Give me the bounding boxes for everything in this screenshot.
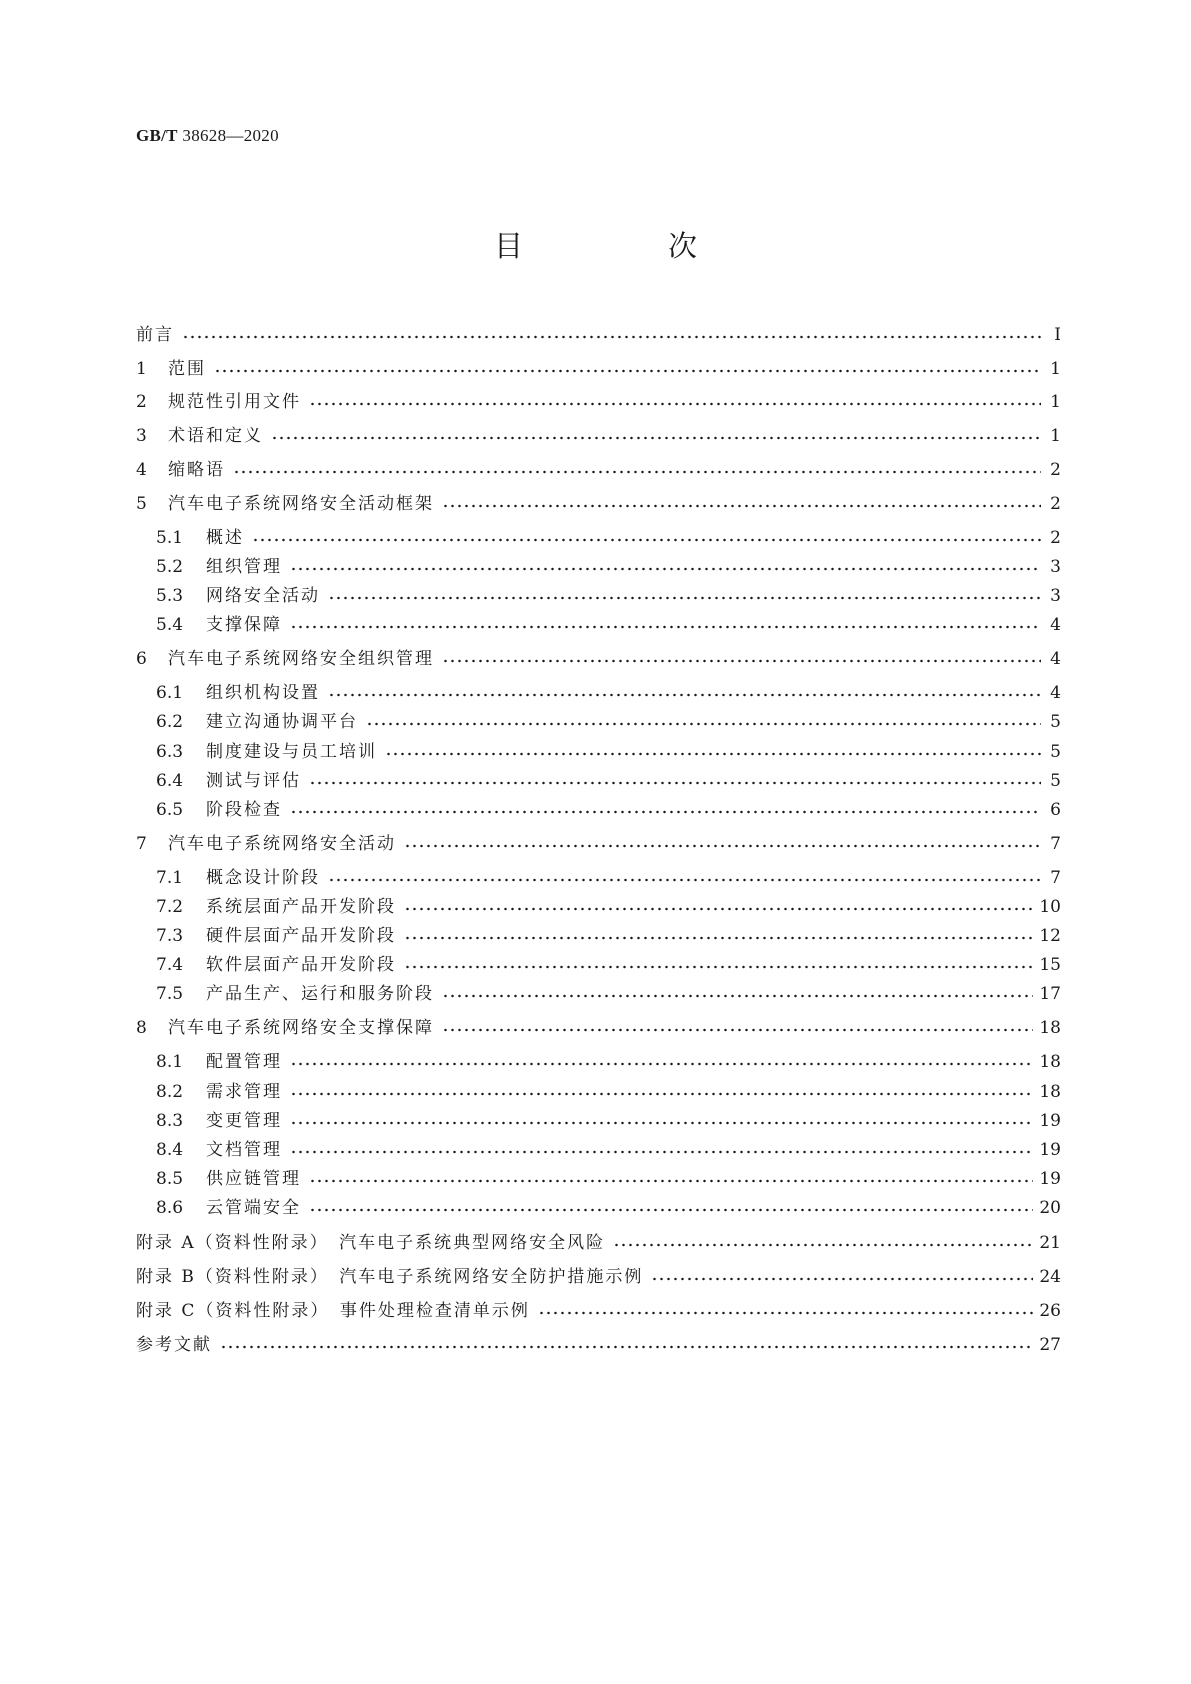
toc-dot-leader bbox=[290, 567, 1041, 571]
toc-dot-leader bbox=[442, 1028, 1033, 1032]
toc-entry-page: 19 bbox=[1039, 1140, 1061, 1160]
toc-entry[interactable] bbox=[136, 491, 1061, 517]
toc-dot-leader bbox=[290, 1062, 1033, 1066]
toc-dot-leader bbox=[404, 965, 1033, 969]
toc-dot-leader bbox=[309, 402, 1041, 406]
toc-entry[interactable] bbox=[156, 1166, 1061, 1192]
toc-entry-page: 4 bbox=[1050, 683, 1061, 703]
toc-entry-page: 20 bbox=[1039, 1198, 1061, 1218]
toc-entry-label: 附录 C（资料性附录） 事件处理检查清单示例 bbox=[136, 1301, 530, 1321]
toc-entry-label: 汽车电子系统网络安全组织管理 bbox=[168, 649, 434, 669]
toc-entry-number: 6.2 bbox=[156, 712, 184, 732]
toc-entry[interactable] bbox=[156, 583, 1061, 609]
toc-dot-leader bbox=[214, 369, 1041, 373]
toc-entry-label: 组织管理 bbox=[206, 557, 282, 577]
toc-entry[interactable] bbox=[156, 709, 1061, 735]
toc-entry-page: 7 bbox=[1050, 868, 1061, 888]
toc-dot-leader bbox=[252, 538, 1041, 542]
toc-entry-label: 术语和定义 bbox=[168, 426, 263, 446]
toc-entry-number: 7.1 bbox=[156, 868, 184, 888]
toc-dot-leader bbox=[328, 693, 1041, 697]
toc-entry-number: 8.4 bbox=[156, 1140, 184, 1160]
toc-entry-label: 范围 bbox=[168, 359, 206, 379]
toc-entry-number: 5.3 bbox=[156, 586, 184, 606]
toc-dot-leader bbox=[538, 1311, 1033, 1315]
toc-entry[interactable] bbox=[156, 1079, 1061, 1105]
toc-entry-number: 7.3 bbox=[156, 926, 184, 946]
toc-dot-leader bbox=[328, 596, 1041, 600]
toc-entry-label: 附录 A（资料性附录） 汽车电子系统典型网络安全风险 bbox=[136, 1233, 606, 1253]
toc-entry-number: 8.6 bbox=[156, 1198, 184, 1218]
toc-entry-number: 7.5 bbox=[156, 984, 184, 1004]
toc-entry-page: 3 bbox=[1050, 586, 1061, 606]
page-title: 目 次 bbox=[493, 229, 755, 263]
toc-dot-leader bbox=[290, 1092, 1033, 1096]
toc-entry[interactable] bbox=[136, 1015, 1061, 1041]
toc-entry-number: 7.2 bbox=[156, 897, 184, 917]
toc-entry[interactable] bbox=[136, 356, 1061, 382]
toc-entry[interactable] bbox=[136, 1332, 1061, 1358]
toc-entry-page: 27 bbox=[1039, 1335, 1061, 1355]
toc-entry[interactable] bbox=[156, 739, 1061, 765]
toc-dot-leader bbox=[309, 781, 1041, 785]
toc-entry-label: 建立沟通协调平台 bbox=[206, 712, 358, 732]
standard-code: GB/T bbox=[136, 126, 178, 145]
toc-entry-page: 18 bbox=[1039, 1052, 1061, 1072]
toc-entry-number: 7 bbox=[136, 834, 147, 854]
toc-entry-number: 6.1 bbox=[156, 683, 184, 703]
toc-entry-label: 支撑保障 bbox=[206, 615, 282, 635]
toc-entry-page: 4 bbox=[1050, 649, 1061, 669]
toc-dot-leader bbox=[290, 1150, 1033, 1154]
toc-entry-page: 21 bbox=[1039, 1233, 1061, 1253]
toc-entry-number: 6.4 bbox=[156, 771, 184, 791]
toc-dot-leader bbox=[613, 1243, 1033, 1247]
toc-entry-number: 8.3 bbox=[156, 1111, 184, 1131]
toc-entry-label: 附录 B（资料性附录） 汽车电子系统网络安全防护措施示例 bbox=[136, 1267, 644, 1287]
toc-entry-number: 6.5 bbox=[156, 800, 184, 820]
toc-entry-label: 系统层面产品开发阶段 bbox=[206, 897, 396, 917]
toc-entry-page: 17 bbox=[1039, 984, 1061, 1004]
toc-entry-label: 云管端安全 bbox=[206, 1198, 301, 1218]
toc-entry-page: Ⅰ bbox=[1054, 325, 1061, 345]
toc-dot-leader bbox=[290, 1121, 1033, 1125]
toc-entry-page: 24 bbox=[1039, 1267, 1061, 1287]
toc-entry[interactable] bbox=[136, 1298, 1061, 1324]
toc-entry[interactable] bbox=[156, 797, 1061, 823]
toc-entry-page: 19 bbox=[1039, 1111, 1061, 1131]
toc-dot-leader bbox=[366, 722, 1041, 726]
toc-entry-label: 汽车电子系统网络安全活动 bbox=[168, 834, 396, 854]
toc-dot-leader bbox=[328, 878, 1041, 882]
toc-dot-leader bbox=[220, 1345, 1033, 1349]
toc-entry-label: 需求管理 bbox=[206, 1082, 282, 1102]
toc-entry-label: 配置管理 bbox=[206, 1052, 282, 1072]
toc-dot-leader bbox=[290, 810, 1041, 814]
toc-entry[interactable] bbox=[156, 923, 1061, 949]
toc-entry[interactable] bbox=[156, 1137, 1061, 1163]
toc-entry[interactable] bbox=[156, 1108, 1061, 1134]
toc-entry-label: 汽车电子系统网络安全支撑保障 bbox=[168, 1018, 434, 1038]
toc-entry-label: 概述 bbox=[206, 528, 244, 548]
standard-header bbox=[136, 126, 279, 146]
toc-entry[interactable] bbox=[156, 554, 1061, 580]
toc-entry[interactable] bbox=[156, 981, 1061, 1007]
toc-entry-page: 1 bbox=[1050, 359, 1061, 379]
toc-entry-number: 8.1 bbox=[156, 1052, 184, 1072]
toc-dot-leader bbox=[290, 625, 1041, 629]
toc-entry-page: 10 bbox=[1039, 897, 1061, 917]
toc-entry[interactable] bbox=[136, 1230, 1061, 1256]
toc-entry[interactable] bbox=[136, 322, 1061, 348]
toc-dot-leader bbox=[442, 504, 1041, 508]
toc-entry-number: 3 bbox=[136, 426, 147, 446]
toc-entry[interactable] bbox=[156, 525, 1061, 551]
toc-entry-page: 2 bbox=[1050, 460, 1061, 480]
toc-entry-number: 5 bbox=[136, 494, 147, 514]
toc-entry-page: 5 bbox=[1050, 771, 1061, 791]
standard-number: 38628—2020 bbox=[182, 126, 279, 145]
toc-dot-leader bbox=[271, 436, 1041, 440]
toc-entry-number: 8.5 bbox=[156, 1169, 184, 1189]
toc-dot-leader bbox=[404, 907, 1033, 911]
toc-entry-number: 8.2 bbox=[156, 1082, 184, 1102]
toc-entry-page: 26 bbox=[1039, 1301, 1061, 1321]
toc-entry-label: 硬件层面产品开发阶段 bbox=[206, 926, 396, 946]
toc-entry-number: 5.4 bbox=[156, 615, 184, 635]
toc-entry-number: 4 bbox=[136, 460, 147, 480]
toc-entry-number: 8 bbox=[136, 1018, 147, 1038]
toc-entry-number: 5.1 bbox=[156, 528, 184, 548]
toc-dot-leader bbox=[182, 335, 1041, 339]
toc-entry-page: 6 bbox=[1050, 800, 1061, 820]
toc-entry-page: 2 bbox=[1050, 528, 1061, 548]
toc-entry-number: 1 bbox=[136, 359, 147, 379]
toc-entry[interactable] bbox=[156, 1049, 1061, 1075]
toc-entry-page: 4 bbox=[1050, 615, 1061, 635]
toc-entry-page: 1 bbox=[1050, 426, 1061, 446]
toc-entry-label: 参考文献 bbox=[136, 1335, 212, 1355]
toc-entry[interactable] bbox=[156, 680, 1061, 706]
toc-entry-page: 18 bbox=[1039, 1018, 1061, 1038]
toc-entry-label: 前言 bbox=[136, 325, 174, 345]
toc-entry-page: 12 bbox=[1039, 926, 1061, 946]
toc-entry-number: 7.4 bbox=[156, 955, 184, 975]
toc-entry[interactable] bbox=[156, 865, 1061, 891]
toc-dot-leader bbox=[651, 1277, 1033, 1281]
toc-dot-leader bbox=[385, 752, 1041, 756]
toc-entry-label: 制度建设与员工培训 bbox=[206, 742, 377, 762]
toc-entry-label: 概念设计阶段 bbox=[206, 868, 320, 888]
toc-entry[interactable] bbox=[136, 831, 1061, 857]
toc-entry[interactable] bbox=[136, 389, 1061, 415]
toc-entry-page: 18 bbox=[1039, 1082, 1061, 1102]
toc-entry-number: 6 bbox=[136, 649, 147, 669]
toc-entry[interactable] bbox=[156, 894, 1061, 920]
toc-entry-page: 5 bbox=[1050, 742, 1061, 762]
toc-entry-page: 15 bbox=[1039, 955, 1061, 975]
toc-dot-leader bbox=[404, 936, 1033, 940]
toc-entry-page: 5 bbox=[1050, 712, 1061, 732]
toc-entry[interactable] bbox=[136, 1264, 1061, 1290]
toc-dot-leader bbox=[442, 994, 1033, 998]
toc-dot-leader bbox=[309, 1179, 1033, 1183]
toc-dot-leader bbox=[233, 470, 1041, 474]
toc-entry-label: 文档管理 bbox=[206, 1140, 282, 1160]
toc-entry[interactable] bbox=[136, 423, 1061, 449]
toc-entry-label: 缩略语 bbox=[168, 460, 225, 480]
toc-entry[interactable] bbox=[136, 646, 1061, 672]
toc-entry-page: 3 bbox=[1050, 557, 1061, 577]
toc-entry-number: 6.3 bbox=[156, 742, 184, 762]
toc-entry-label: 规范性引用文件 bbox=[168, 392, 301, 412]
toc-entry-label: 变更管理 bbox=[206, 1111, 282, 1131]
toc-entry-label: 阶段检查 bbox=[206, 800, 282, 820]
toc-entry[interactable] bbox=[156, 612, 1061, 638]
toc-dot-leader bbox=[309, 1208, 1033, 1212]
toc-entry[interactable] bbox=[156, 1195, 1061, 1221]
toc-entry-label: 测试与评估 bbox=[206, 771, 301, 791]
toc-entry-label: 产品生产、运行和服务阶段 bbox=[206, 984, 434, 1004]
toc-dot-leader bbox=[442, 659, 1041, 663]
toc-entry-label: 软件层面产品开发阶段 bbox=[206, 955, 396, 975]
toc-entry-number: 2 bbox=[136, 392, 147, 412]
toc-entry-page: 7 bbox=[1050, 834, 1061, 854]
toc-entry-number: 5.2 bbox=[156, 557, 184, 577]
toc-entry-label: 组织机构设置 bbox=[206, 683, 320, 703]
toc-entry[interactable] bbox=[156, 952, 1061, 978]
toc-entry[interactable] bbox=[156, 768, 1061, 794]
toc-dot-leader bbox=[404, 844, 1041, 848]
toc-entry-label: 供应链管理 bbox=[206, 1169, 301, 1189]
toc-entry-page: 19 bbox=[1039, 1169, 1061, 1189]
toc-entry-label: 网络安全活动 bbox=[206, 586, 320, 606]
toc-entry-label: 汽车电子系统网络安全活动框架 bbox=[168, 494, 434, 514]
toc-entry[interactable] bbox=[136, 457, 1061, 483]
toc-entry-page: 2 bbox=[1050, 494, 1061, 514]
toc-entry-page: 1 bbox=[1050, 392, 1061, 412]
